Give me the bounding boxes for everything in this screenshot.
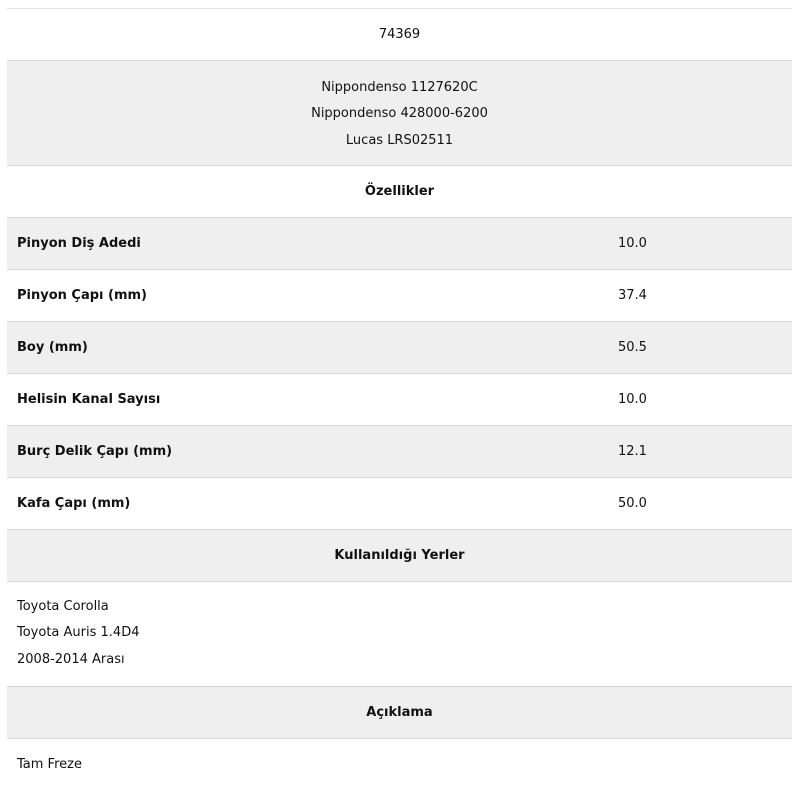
- product-code: 74369: [378, 27, 421, 42]
- usage-heading-row: [7, 530, 792, 582]
- spec-value: 12.1: [618, 444, 647, 459]
- description-row: [7, 739, 792, 791]
- description-text: Tam Freze: [17, 757, 82, 772]
- cross-reference: Nippondenso 428000-6200: [311, 106, 488, 122]
- usage-item: 2008-2014 Arası: [17, 651, 125, 667]
- spec-value: 50.0: [618, 496, 647, 511]
- usage-item: Toyota Auris 1.4D4: [17, 625, 140, 641]
- usage-heading: Kullanıldığı Yerler: [334, 548, 465, 563]
- spec-label: Helisin Kanal Sayısı: [17, 392, 161, 407]
- description-heading-row: [7, 687, 792, 739]
- spec-value: 10.0: [618, 392, 647, 407]
- spec-label: Pinyon Diş Adedi: [17, 236, 141, 251]
- spec-value: 37.4: [618, 288, 647, 303]
- spec-row: [7, 322, 792, 374]
- specs-heading-row: [7, 166, 792, 218]
- spec-row: [7, 426, 792, 478]
- spec-value: 10.0: [618, 236, 647, 251]
- spec-row: [7, 478, 792, 530]
- product-details-table: [7, 8, 792, 791]
- spec-label: Kafa Çapı (mm): [17, 496, 131, 511]
- spec-row: [7, 218, 792, 270]
- spec-label: Pinyon Çapı (mm): [17, 288, 147, 303]
- cross-reference: Lucas LRS02511: [345, 132, 454, 148]
- cross-reference: Nippondenso 1127620C: [321, 80, 478, 95]
- specs-heading: Özellikler: [364, 184, 435, 199]
- cross-references-row: [7, 61, 792, 166]
- spec-label: Boy (mm): [17, 340, 88, 355]
- spec-row: [7, 374, 792, 426]
- spec-row: [7, 270, 792, 322]
- product-code-row: [7, 9, 792, 61]
- spec-value: 50.5: [618, 340, 647, 355]
- usage-item: Toyota Corolla: [17, 599, 109, 614]
- spec-label: Burç Delik Çapı (mm): [17, 444, 173, 459]
- description-heading: Açıklama: [366, 705, 433, 720]
- usage-list: [7, 582, 792, 687]
